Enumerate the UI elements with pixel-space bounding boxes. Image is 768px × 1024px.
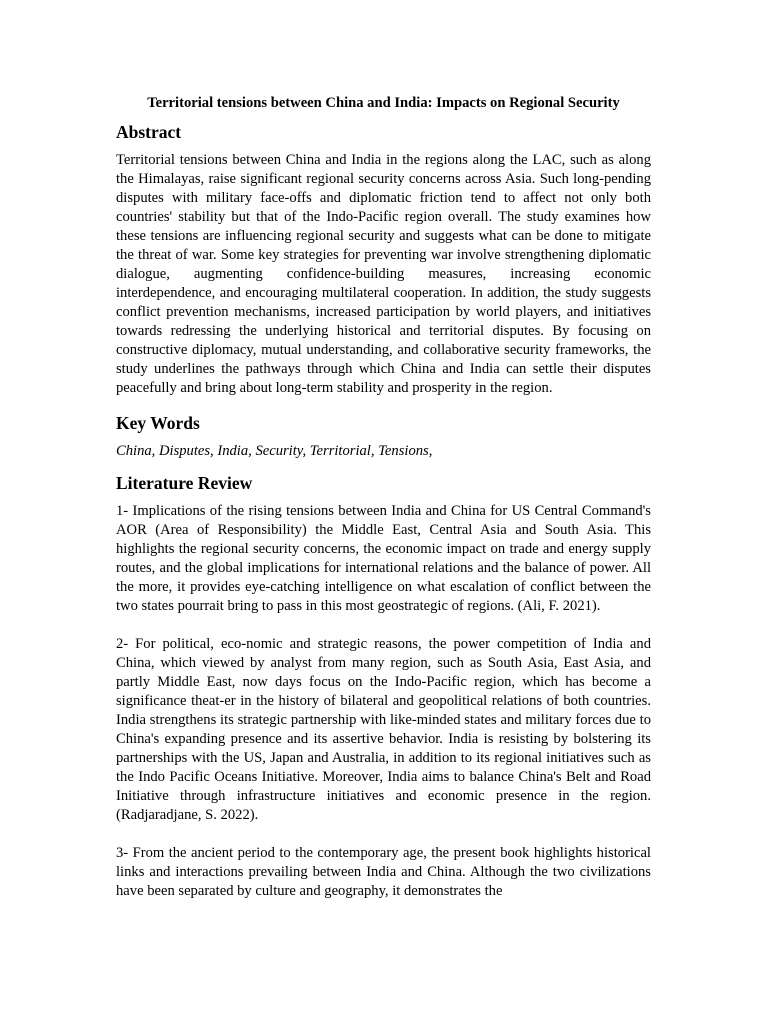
keywords-heading: Key Words xyxy=(116,413,200,433)
paper-title: Territorial tensions between China and India: Impacts on Regional Security xyxy=(147,95,620,111)
literature-item-1: 1- Implications of the rising tensions between India and China for US Central Command's AOR (Area of Responsibility) the Middle East, Central Asia and South Asia. This highlights the regional security concerns, the economic impact on trade and energy supply routes, and the global implications for international relations and the balance of power. All the more, it provides eye-catching intelligence on what escalation of conflict between the two states pourrait bring to pass in this most geostrategic of regions. (Ali, F. 2021). xyxy=(116,503,651,614)
abstract-body: Territorial tensions between China and India in the regions along the LAC, such as along the Himalayas, raise significant regional security concerns across Asia. Such long-pending disputes with military face-offs and diplomatic friction tend to affect not only both countries' stability but that of the Indo-Pacific region overall. The study examines how these tensions are influencing regional security and suggests what can be done to mitigate the threat of war. Some key strategies for preventing war involve strengthening diplomatic dialogue, augmenting confidence-building measures, increasing economic interdependence, and encouraging multilateral cooperation. In addition, the study suggests conflict prevention mechanisms, increased participation by world players, and initiatives towards redressing the underlying historical and territorial disputes. By focusing on constructive diplomacy, mutual understanding, and collaborative security frameworks, the study underlines the pathways through which China and India can settle their disputes peacefully and bring about long-term stability and prosperity in the region. xyxy=(116,152,651,396)
abstract-heading: Abstract xyxy=(116,122,182,142)
keywords-list: China, Disputes, India, Security, Territorial, Tensions, xyxy=(116,443,433,459)
literature-item-2: 2- For political, eco-nomic and strategic reasons, the power competition of India and China, which viewed by analyst from many region, such as South Asia, East Asia, and partly Middle East, now days focus on the Indo-Pacific region, which has become a significance theat-er in the history of bilateral and geopolitical relations of both countries. India strengthens its strategic partnership with like-minded states and military forces due to China's expanding presence and its assertive behavior. India is resisting by bolstering its partnerships with the US, Japan and Australia, in addition to its regional initiatives such as the Indo Pacific Oceans Initiative. Moreover, India aims to balance China's Belt and Road Initiative through infrastructure initiatives and economic presence in the region. (Radjaradjane, S. 2022). xyxy=(116,636,651,823)
document-page xyxy=(116,93,651,920)
literature-review-heading: Literature Review xyxy=(116,473,253,493)
literature-item-3: 3- From the ancient period to the contemporary age, the present book highlights historical links and interactions prevailing between India and China. Although the two civilizations have been separated by culture and geography, it demonstrates the xyxy=(116,845,651,899)
